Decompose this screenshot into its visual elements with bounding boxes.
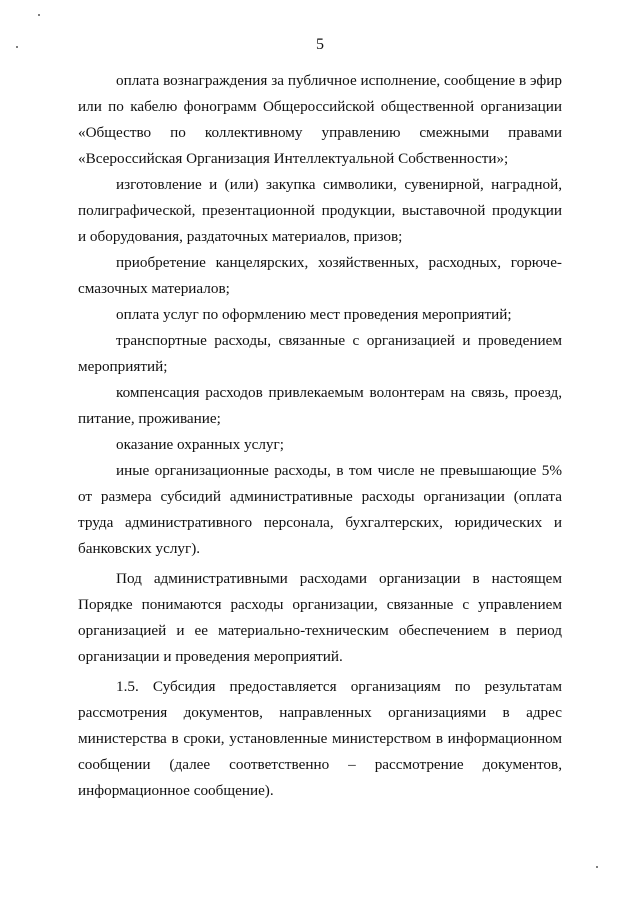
paragraph-symbolics: изготовление и (или) закупка символики, сувенирной, наградной, полиграфической, презентационной продукции, выставочной продукции и оборудования, раздаточных материалов, призов;	[78, 176, 562, 245]
paragraph-performance-fee: оплата вознаграждения за публичное исполнение, сообщение в эфир или по кабелю фонограмм Общероссийской общественной организации «Общество по коллективному управлению смежными правами «Всероссийская Организация Интеллектуальной Собственности»;	[78, 72, 562, 167]
paragraph-admin-definition: Под административными расходами организации в настоящем Порядке понимаются расходы организации, связанные с управлением организацией и ее материально-техническим обеспечением в период организации и проведения мероприятий.	[78, 570, 562, 665]
paragraph-volunteers: компенсация расходов привлекаемым волонтерам на связь, проезд, питание, проживание;	[78, 384, 562, 427]
paragraph-transport: транспортные расходы, связанные с организацией и проведением мероприятий;	[78, 332, 562, 375]
paragraph-security: оказание охранных услуг;	[116, 436, 284, 453]
scan-speck	[596, 866, 598, 868]
scan-speck	[16, 46, 18, 48]
document-body	[78, 68, 562, 804]
scan-speck	[38, 14, 40, 16]
paragraph-office-supplies: приобретение канцелярских, хозяйственных, расходных, горюче-смазочных материалов;	[78, 254, 562, 297]
paragraph-other-expenses: иные организационные расходы, в том числе не превышающие 5% от размера субсидий административные расходы организации (оплата труда административного персонала, бухгалтерских, юридических и банковских услуг).	[78, 462, 562, 557]
page-number: 5	[316, 36, 324, 53]
paragraph-venue-design: оплата услуг по оформлению мест проведения мероприятий;	[116, 306, 512, 323]
paragraph-1-5-subsidy: 1.5. Субсидия предоставляется организациям по результатам рассмотрения документов, направленных организациями в адрес министерства в сроки, установленные министерством в информационном сообщении (далее соответственно – рассмотрение документов, информационное сообщение).	[78, 678, 562, 799]
